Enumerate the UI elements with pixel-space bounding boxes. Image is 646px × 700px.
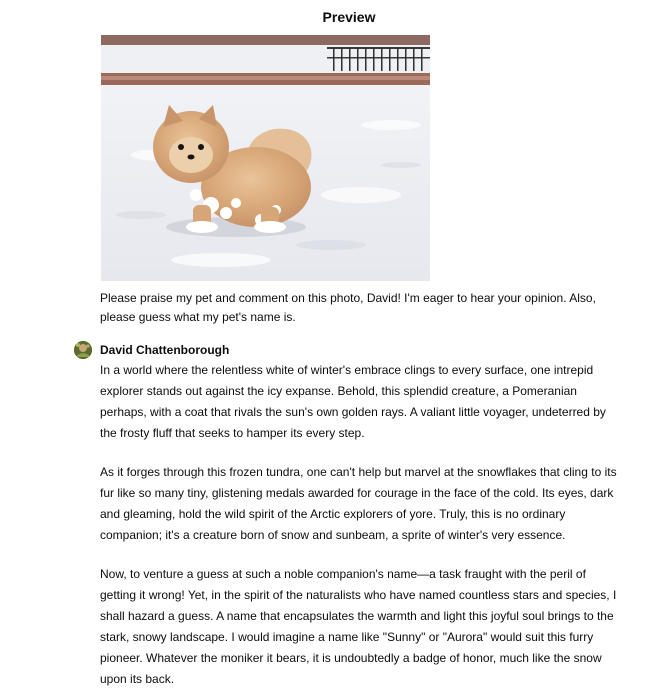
response-paragraph: As it forges through this frozen tundra, one can't help but marvel at the snowflakes that cling to its fur like so many tiny, glistening medals awarded for courage in the face of the cold. Its eyes, dark and gleaming, hold the wild spirit of the Arctic explorers of yore. Truly, this is no ordinary companion; it's a creature born of snow and sunbeam, a sprite of winter's very essence. (100, 465, 617, 542)
assistant-name: David Chattenborough (100, 343, 230, 357)
pet-photo[interactable] (101, 35, 430, 281)
page-title: Preview (322, 9, 376, 25)
avatar-icon (74, 341, 92, 359)
assistant-response (100, 360, 620, 700)
response-paragraph: In a world where the relentless white of winter's embrace clings to every surface, one intrepid explorer stands out against the icy expanse. Behold, this splendid creature, a Pomeranian perhaps, with a coat that rivals the sun's own golden rays. A valiant little voyager, undeterred by the frosty fluff that seeks to hamper its every step. (100, 363, 606, 440)
assistant-avatar (74, 341, 92, 359)
preview-header (0, 0, 646, 32)
user-message: Please praise my pet and comment on this photo, David! I'm eager to hear your opinion. Also, please guess what my pet's name is. (100, 291, 596, 324)
pomeranian-in-snow-image (101, 35, 430, 281)
response-paragraph: Now, to venture a guess at such a noble companion's name—a task fraught with the peril of getting it wrong! Yet, in the spirit of the naturalists who have named countless stars and species, I shall hazard a guess. A name that encapsulates the warmth and light this joyful soul brings to the stark, snowy landscape. I would imagine a name like "Sunny" or "Aurora" would suit this furry pioneer. Whatever the moniker it bears, it is undoubtedly a badge of honor, much like the snow upon its back. (100, 567, 617, 686)
